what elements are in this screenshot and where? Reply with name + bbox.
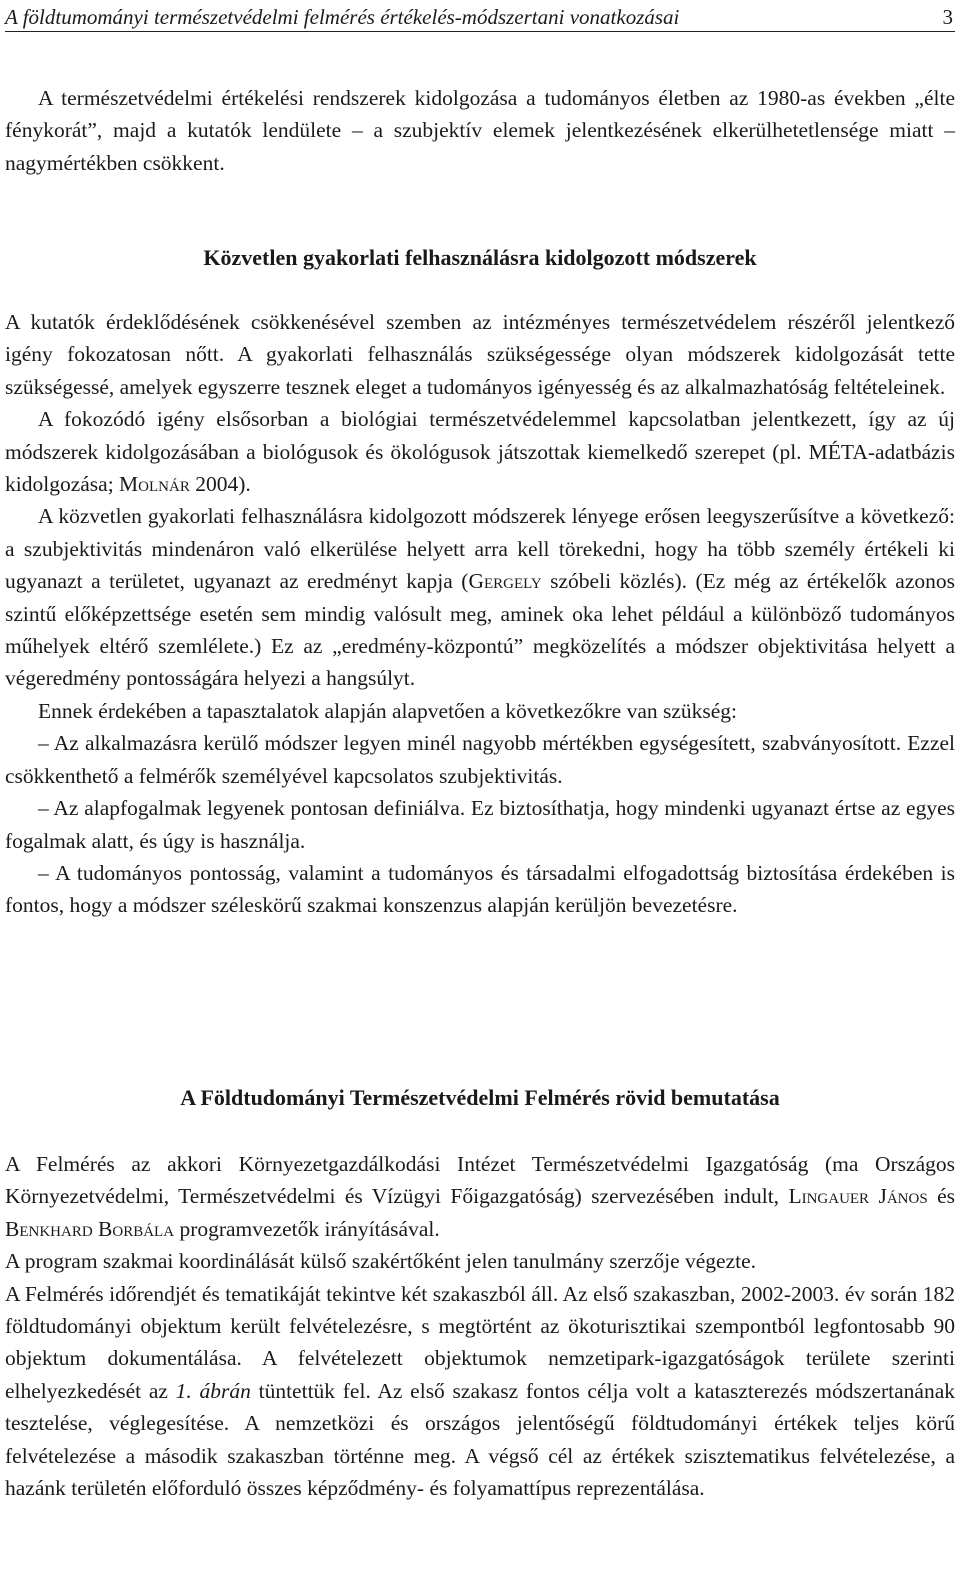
text-run: A fokozódó igény elsősorban a biológiai természetvédelemmel kapcsolatban jelentkezett, így az új módszerek kidolgozásában a biológusok és ökológusok játszottak kiemelkedő szerepet (pl. MÉTA-adatbázis kidolgozása;: [5, 407, 955, 497]
list-item: – Az alapfogalmak legyenek pontosan definiálva. Ez biztosíthatja, hogy mindenki ugyanazt értse az egyes fogalmak alatt, és úgy is használja.: [5, 796, 955, 853]
running-title: A földtumományi természetvédelmi felmérés értékelés-módszertani vonatkozásai: [5, 5, 680, 29]
section2-heading-wrap: [5, 1082, 955, 1114]
section-heading: A Földtudományi Természetvédelmi Felmérés rövid bemutatása: [180, 1085, 780, 1110]
paragraph: Ennek érdekében a tapasztalatok alapján alapvetően a következőkre van szükség:: [38, 698, 738, 723]
intro-paragraph: A természetvédelmi értékelési rendszerek kidolgozása a tudományos életben az 1980-as években „élte fénykorát”, majd a kutatók lendülete – a szubjektív elemek jelentkezésének elkerülhetetlensége miatt – nagymértékben csökkent.: [5, 86, 955, 175]
section2-body: [5, 1148, 955, 1504]
paragraph: [5, 500, 955, 694]
text-run: és: [927, 1184, 955, 1209]
paragraph: A kutatók érdeklődésének csökkenésével szemben az intézményes természetvédelem részéről jelentkező igény fokozatosan nőtt. A gyakorlati felhasználás szükségessége olyan módszerek kidolgozását tette szükségessé, amelyek egyszerre tesznek eleget a tudományos igényesség és az alkalmazhatóság feltételeinek.: [5, 310, 955, 399]
paragraph: [5, 403, 955, 500]
person-name: Benkhard Borbála: [5, 1216, 175, 1241]
author-name: Gergely: [468, 569, 542, 594]
section1-heading-wrap: [5, 242, 955, 274]
list-item: – A tudományos pontosság, valamint a tudományos és társadalmi elfogadottság biztosítása érdekében is fontos, hogy a módszer széleskörű szakmai konszenzus alapján kerüljön bevezetésre.: [5, 860, 955, 918]
author-name: Molnár: [119, 472, 190, 497]
paragraph: [5, 1278, 955, 1505]
document-page: [5, 0, 956, 1501]
page-number: 3: [942, 5, 953, 29]
text-run: 2004).: [189, 472, 251, 497]
person-name: Lingauer János: [788, 1184, 928, 1209]
text-run: A közvetlen gyakorlati felhasználásra kidolgozott módszerek lényege erősen leegyszerűsítve a következő: a szubjektivitás mindenáron való elkerülése helyett arra kell törekedni, hogy ha több személy értékeli ki ugyanazt a területet, ugyanazt az eredményt kapja (: [5, 504, 955, 594]
figure-reference: 1. ábrán: [175, 1378, 251, 1403]
section1-body: [5, 306, 955, 922]
text-run: A Felmérés időrendjét és tematikáját tekintve két szakaszból áll. Az első szakaszban, 2002-2003. év során 182 földtudományi objektum került felvételezésre, s megtörtént az ökoturisztikai szempontból legfontosabb 90 objektum dokumentálása. A felvételezett objektumok nemzetipark-igazgatóságok területe szerinti elhelyezkedését az: [5, 1281, 955, 1403]
list-item: – Az alkalmazásra kerülő módszer legyen minél nagyobb mértékben egységesített, szabványosított. Ezzel csökkenthető a felmérők személyével kapcsolatos szubjektivitás.: [5, 731, 955, 788]
running-header: [5, 0, 955, 32]
section-heading: Közvetlen gyakorlati felhasználásra kidolgozott módszerek: [203, 245, 757, 270]
text-run: tüntettük fel. Az első szakasz fontos célja volt a kataszterezés módszertanának tesztelése, véglegesítése. A nemzetközi és országos jelentőségű földtudományi értékek teljes körű felvételezése a második szakaszban történne meg. A végső cél az értékek szisztematikus felvételezése, a hazánk területén előforduló összes képződmény- és folyamattípus reprezentálása.: [5, 1378, 955, 1501]
intro-section: [5, 82, 955, 179]
text-run: A Felmérés az akkori Környezetgazdálkodási Intézet Természetvédelmi Igazgatóság (ma Országos Környezetvédelmi, Természetvédelmi és Vízügyi Főigazgatóság) szervezésében indult,: [5, 1152, 955, 1209]
paragraph: A program szakmai koordinálását külső szakértőként jelen tanulmány szerzője végezte.: [5, 1249, 757, 1274]
paragraph: [5, 1148, 955, 1245]
text-run: programvezetők irányításával.: [174, 1216, 440, 1241]
text-run: szóbeli közlés). (Ez még az értékelők azonos szintű előképzettsége esetén sem mindig valósult meg, aminek oka lehet például a különböző tudományos műhelyek eltérő szemlélete.) Ez az „eredmény-központú” megközelítés a módszer objektivitása helyett a végeredmény pontosságára helyezi a hangsúlyt.: [5, 569, 956, 691]
